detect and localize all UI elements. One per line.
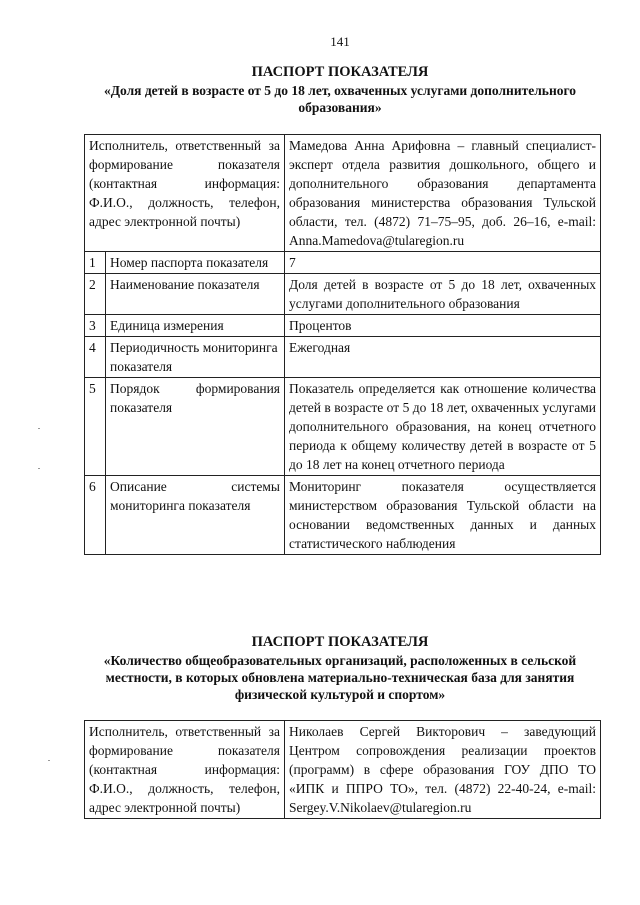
row-label: Порядок формирования показателя	[106, 378, 285, 476]
row-value: Ежегодная	[285, 337, 601, 378]
executor-row	[85, 135, 601, 252]
row-value: 7	[285, 252, 601, 274]
row-label: Наименование показателя	[106, 274, 285, 315]
scan-mark	[38, 468, 40, 469]
row-value: Доля детей в возрасте от 5 до 18 лет, охваченных услугами дополнительного образования	[285, 274, 601, 315]
executor-label: Исполнитель, ответственный за формирование показателя (контактная информация: Ф.И.О., должность, телефон, адрес электронной почты)	[85, 721, 285, 819]
passport-1-title: ПАСПОРТ ПОКАЗАТЕЛЯ	[251, 64, 429, 80]
table-row	[85, 252, 601, 274]
executor-row	[85, 721, 601, 819]
row-label: Описание системы мониторинга показателя	[106, 476, 285, 555]
table-row	[85, 378, 601, 476]
passport-2-title: ПАСПОРТ ПОКАЗАТЕЛЯ	[251, 634, 429, 650]
passport-2-table	[84, 720, 601, 819]
table-row	[85, 337, 601, 378]
row-number: 4	[85, 337, 106, 378]
scan-mark	[48, 760, 50, 761]
row-number: 1	[85, 252, 106, 274]
row-number: 6	[85, 476, 106, 555]
row-value: Процентов	[285, 315, 601, 337]
table-row	[85, 315, 601, 337]
row-label: Единица измерения	[106, 315, 285, 337]
executor-value: Николаев Сергей Викторович – заведующий Центром сопровождения реализации проектов (программ) в сфере образования ГОУ ДПО ТО «ИПК и ППРО ТО», тел. (4872) 22-40-24, e-mail: Sergey.V.Nikolaev@tularegion.ru	[285, 721, 601, 819]
table-row	[85, 274, 601, 315]
passport-2-subtitle: «Количество общеобразовательных организаций, расположенных в сельской местности, в которых обновлена материально-техническая база для занятия физической культурой и спортом»	[103, 653, 577, 702]
row-number: 2	[85, 274, 106, 315]
executor-label: Исполнитель, ответственный за формирование показателя (контактная информация: Ф.И.О., должность, телефон, адрес электронной почты)	[85, 135, 285, 252]
row-number: 5	[85, 378, 106, 476]
scan-mark	[38, 428, 40, 429]
row-label: Номер паспорта показателя	[106, 252, 285, 274]
row-value: Мониторинг показателя осуществляется министерством образования Тульской области на основании ведомственных данных и данных статистического наблюдения	[285, 476, 601, 555]
passport-1-subtitle: «Доля детей в возрасте от 5 до 18 лет, охваченных услугами дополнительного образования»	[103, 83, 577, 115]
row-label: Периодичность мониторинга показателя	[106, 337, 285, 378]
page-number: 141	[330, 34, 350, 49]
passport-1-table	[84, 134, 601, 555]
row-number: 3	[85, 315, 106, 337]
executor-value: Мамедова Анна Арифовна – главный специалист-эксперт отдела развития дошкольного, общего и дополнительного образования департамента образования министерства образования Тульской области, тел. (4872) 71–75–95, доб. 26–16, e-mail: Anna.Mamedova@tularegion.ru	[285, 135, 601, 252]
table-row	[85, 476, 601, 555]
row-value: Показатель определяется как отношение количества детей в возрасте от 5 до 18 лет, охваченных услугами дополнительного образования, на конец отчетного периода к общему количеству детей в возрасте от 5 до 18 лет на конец отчетного периода	[285, 378, 601, 476]
